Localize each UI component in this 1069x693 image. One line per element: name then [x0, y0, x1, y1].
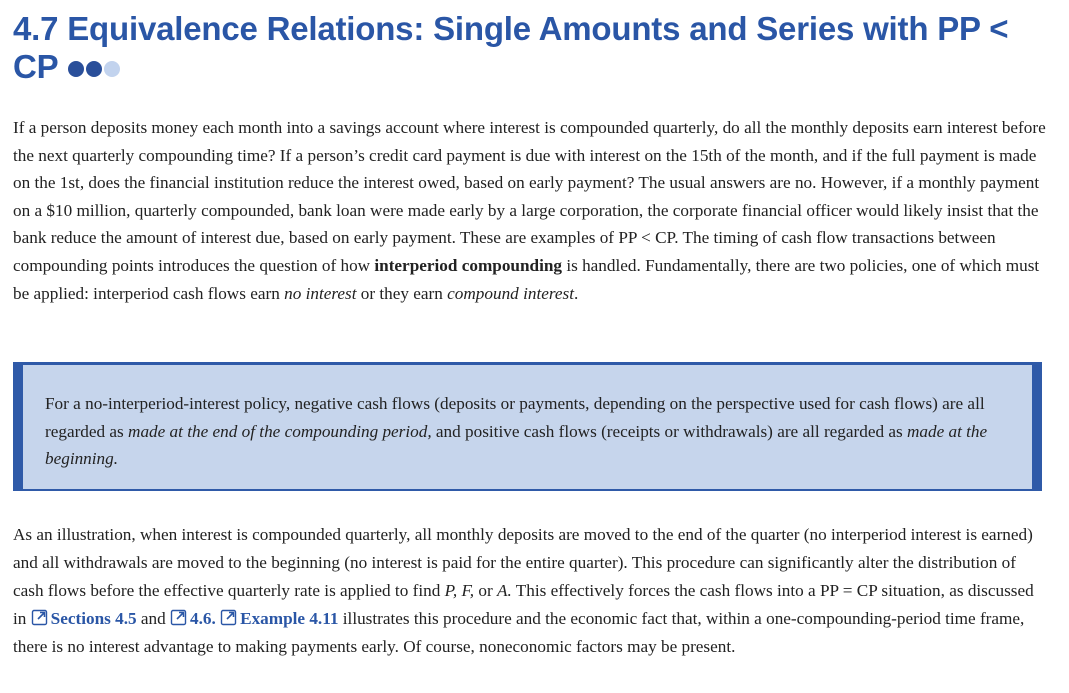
- intro-paragraph: [13, 114, 1048, 307]
- var-f: F,: [461, 581, 475, 600]
- policy-callout-box: [13, 362, 1042, 491]
- illustration-or: or: [474, 581, 497, 600]
- link-sections-4-5-label: Sections 4.5: [50, 609, 137, 628]
- link-example-4-11[interactable]: [220, 609, 338, 628]
- external-link-icon: [170, 609, 187, 626]
- link-example-4-11-label: Example 4.11: [240, 609, 339, 628]
- section-heading: [13, 10, 1053, 88]
- illustration-text-2: This effectively forces the cash flows into a PP = CP situation, as discussed in: [13, 581, 1034, 628]
- var-a: A.: [497, 581, 512, 600]
- level-dot-3: [104, 61, 120, 77]
- level-dot-1: [68, 61, 84, 77]
- callout-text-1: For a no-interperiod-interest policy, negative cash flows (deposits or payments, depending on the perspective used for cash flows) are all regarded as: [45, 394, 985, 441]
- emphasis-beginning: made at the beginning.: [45, 421, 988, 469]
- illustration-text-5: illustrates this procedure and the economic fact that, within a one-compounding-period time frame, there is no interest advantage to making payments early. Of course, noneconomic factors may be present.: [13, 609, 1025, 656]
- emphasis-no-interest: no interest: [284, 283, 357, 303]
- section-level-dots: [68, 47, 122, 85]
- callout-text: [45, 390, 1005, 473]
- intro-text-4: .: [574, 283, 579, 303]
- link-sections-4-5[interactable]: [31, 609, 137, 628]
- external-link-icon: [220, 609, 237, 626]
- link-section-4-6[interactable]: [170, 609, 216, 628]
- illustration-paragraph: [13, 521, 1048, 661]
- emphasis-compound-interest: compound interest: [447, 283, 574, 303]
- link-section-4-6-label: 4.6.: [190, 609, 216, 628]
- illustration-text-1: As an illustration, when interest is compounded quarterly, all monthly deposits are moved to the end of the quarter (no interperiod interest is earned) and all withdrawals are moved to the beginning (no interest is paid for the entire quarter). This procedure can significantly alter the distribution of cash flows before the effective quarterly rate is applied to find: [13, 525, 1033, 600]
- section-title: 4.7 Equivalence Relations: Single Amounts and Series with PP < CP: [13, 10, 1009, 85]
- intro-text-1: If a person deposits money each month into a savings account where interest is compounded quarterly, do all the monthly deposits earn interest before the next quarterly compounding time? If a person’s credit card payment is due with interest on the 15th of the month, and if the full payment is made on the 1st, does the financial institution reduce the interest owed, based on early payment? The usual answers are no. However, if a monthly payment on a $10 million, quarterly compounded, bank loan were made early by a large corporation, the corporate financial officer would likely insist that the bank reduce the amount of interest due, based on early payment. These are examples of PP < CP. The timing of cash flow transactions between compounding points introduces the question of how: [13, 118, 1046, 275]
- illustration-text-3: and: [136, 609, 171, 628]
- callout-text-2: and positive cash flows (receipts or withdrawals) are all regarded as: [431, 421, 907, 441]
- intro-text-3: or they earn: [356, 283, 448, 303]
- intro-text-2: is handled. Fundamentally, there are two policies, one of which must be applied: interperiod cash flows earn: [13, 255, 1040, 303]
- external-link-icon: [31, 609, 48, 626]
- emphasis-end-of-period: made at the end of the compounding period,: [128, 421, 432, 441]
- term-interperiod-compounding: interperiod compounding: [374, 255, 563, 275]
- level-dot-2: [86, 61, 102, 77]
- var-p: P,: [444, 581, 458, 600]
